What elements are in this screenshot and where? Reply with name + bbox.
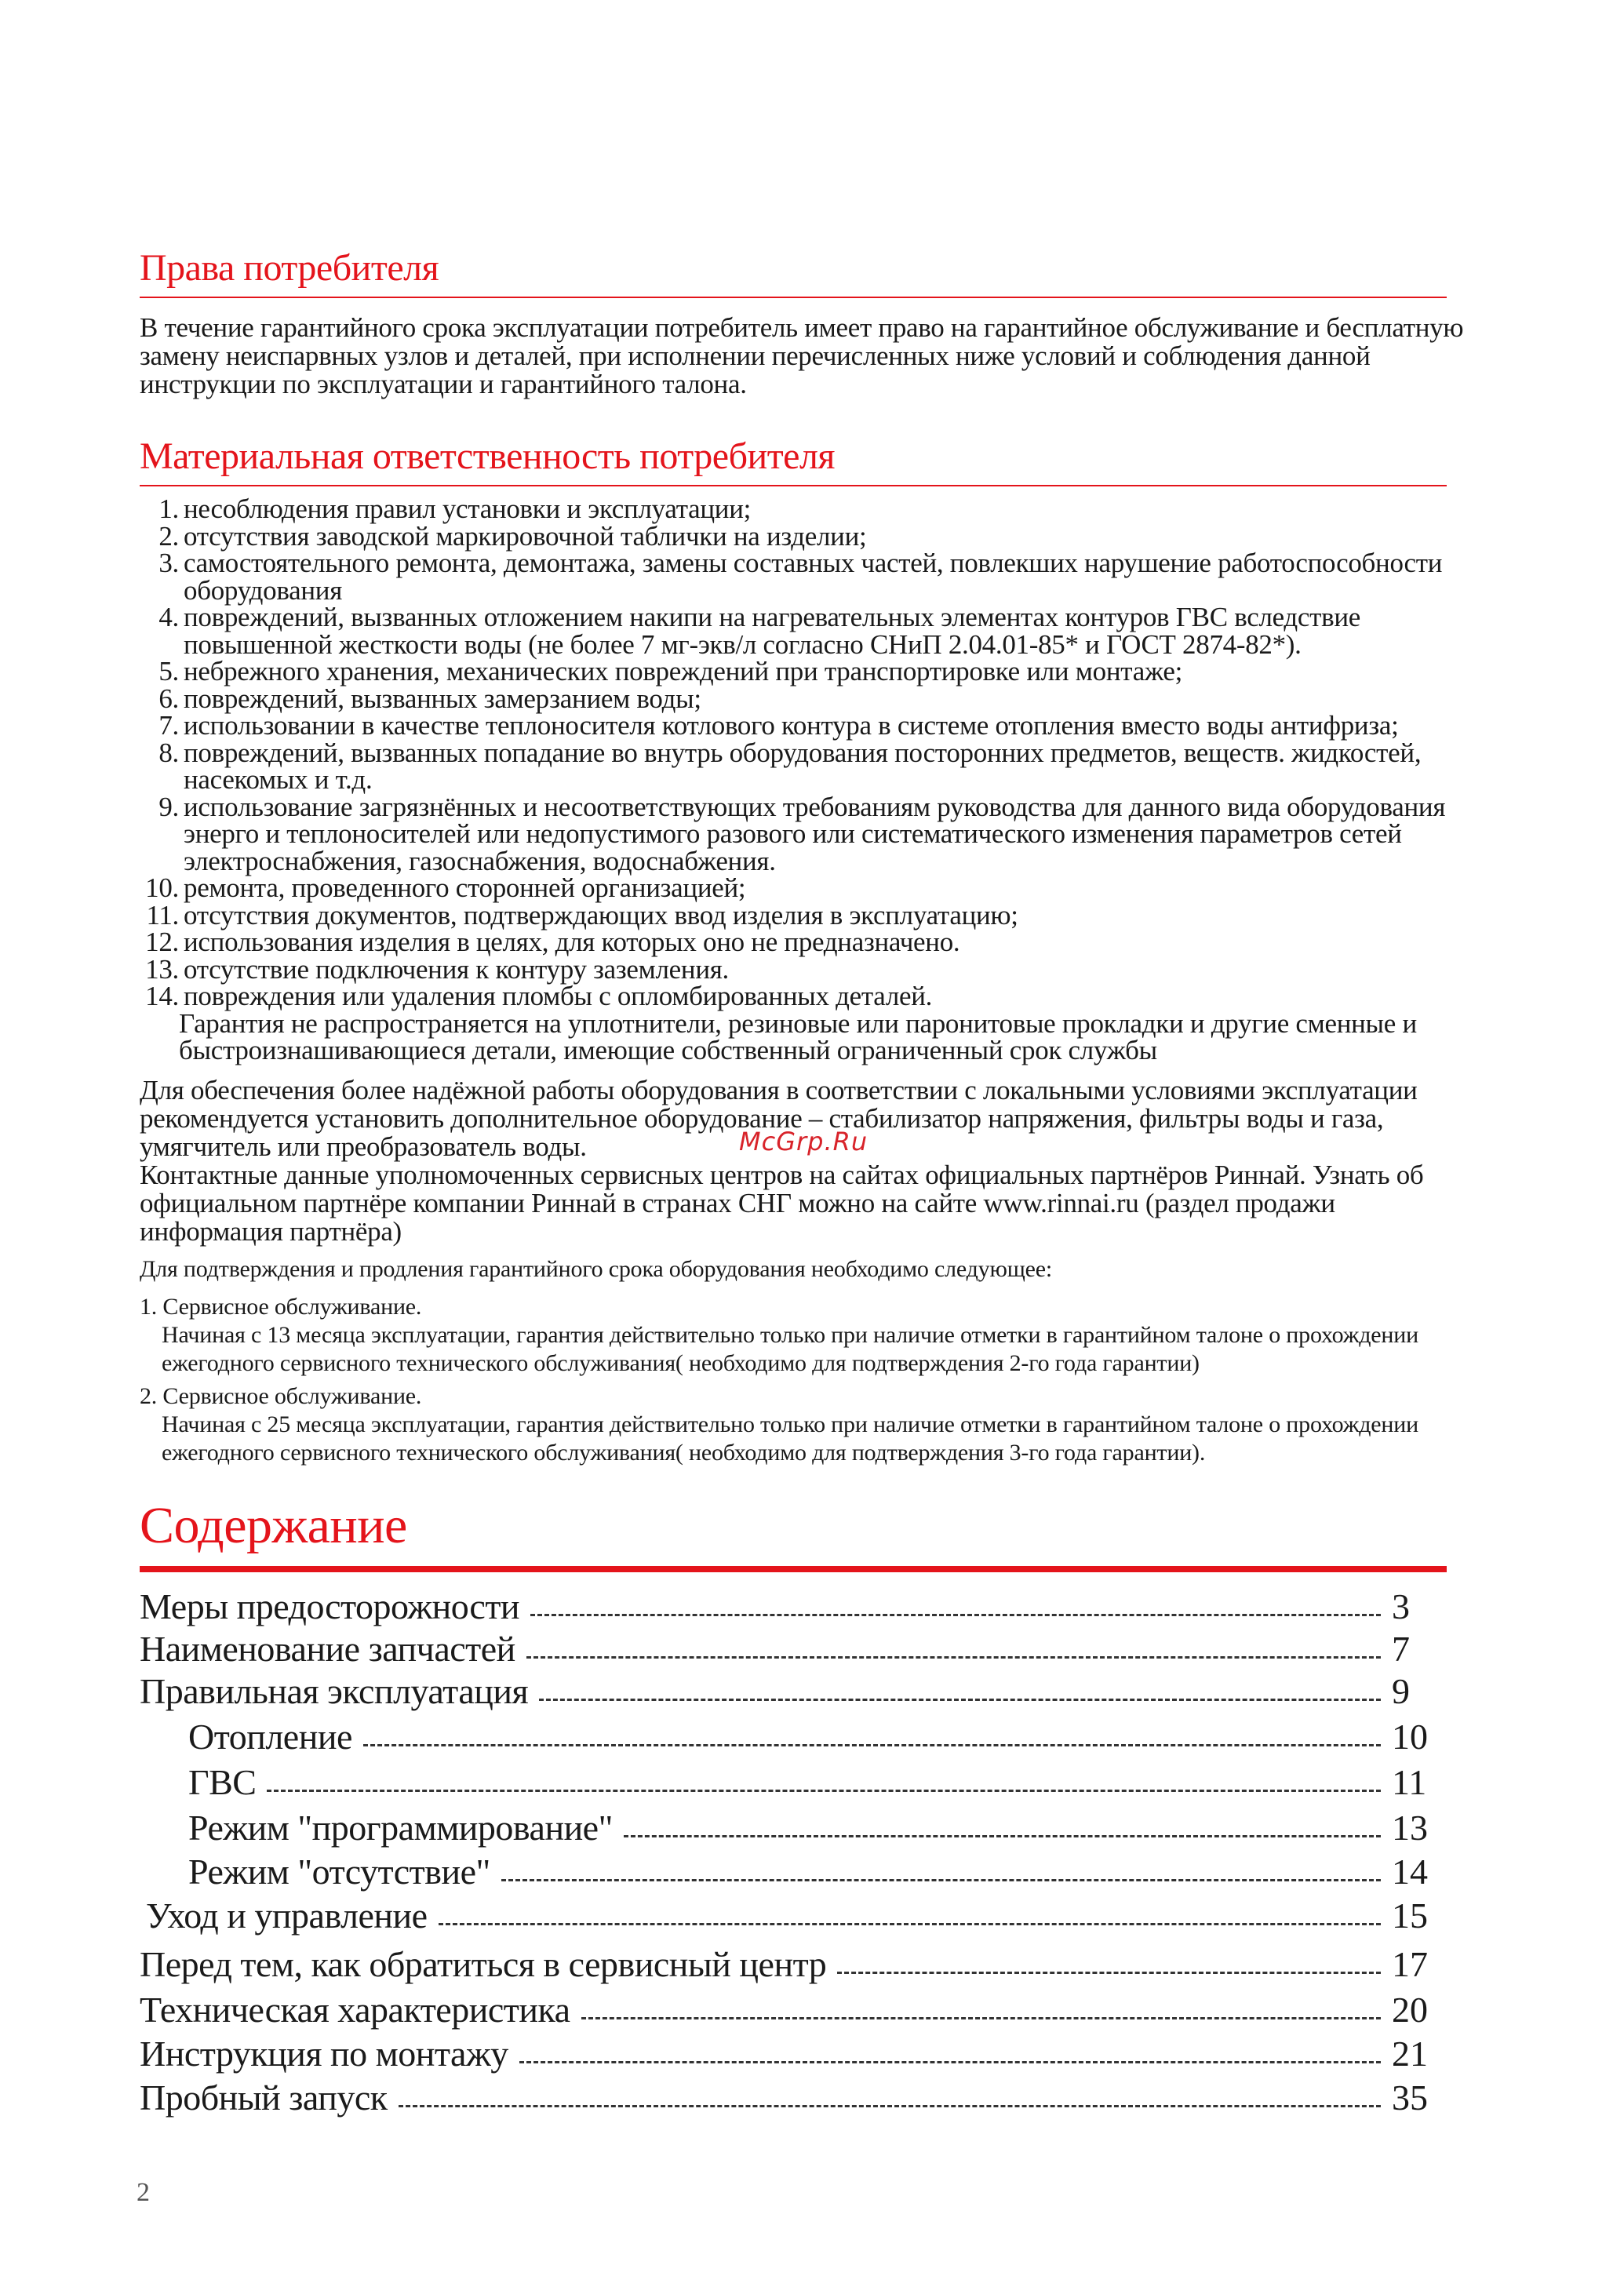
consumer-rights-heading: Права потребителя xyxy=(140,249,1447,298)
toc-entry-page: 35 xyxy=(1392,2078,1428,2118)
toc-leader-dots xyxy=(530,1614,1381,1616)
liability-list xyxy=(140,493,1473,1065)
toc-leader-dots xyxy=(519,2061,1381,2063)
toc-entry[interactable] xyxy=(140,1670,1458,1712)
toc-entry-page: 21 xyxy=(1392,2034,1428,2074)
toc-entry[interactable] xyxy=(140,2074,1458,2118)
list-item xyxy=(140,791,1473,876)
service-item xyxy=(140,1293,1473,1378)
toc-leader-dots xyxy=(267,1790,1381,1792)
toc-leader-dots xyxy=(624,1835,1381,1837)
toc-leader-dots xyxy=(526,1656,1381,1659)
list-item xyxy=(140,929,1473,956)
toc-entry-label: Меры предосторожности xyxy=(140,1586,520,1626)
list-item xyxy=(140,872,1473,903)
toc-leader-dots xyxy=(581,2017,1381,2019)
list-item xyxy=(140,983,1473,1011)
list-item-text: отсутствия документов, подтверждающих ввод изделия в эксплуатацию; xyxy=(184,899,1018,930)
toc-entry-label: Отопление xyxy=(188,1717,352,1757)
toc-entry-page: 7 xyxy=(1392,1629,1410,1669)
list-item-number: 8. xyxy=(158,737,179,768)
list-item-text: повреждений, вызванных попадание во внутрь оборудования посторонних предметов, веществ. жидкостей, насекомых и т.д. xyxy=(184,737,1422,795)
service-item-text: Начиная с 25 месяца эксплуатации, гарантия действительно только при наличие отметки в гарантийном талоне о прохождении ежегодного сервисного технического обслуживания( необходимо для подтверждения 3-го года гарантии). xyxy=(162,1411,1418,1466)
list-item-number: 10. xyxy=(145,872,179,903)
toc-leader-dots xyxy=(837,1972,1381,1974)
toc-entry-label: Уход и управление xyxy=(146,1896,428,1936)
list-item-text: самостоятельного ремонта, демонтажа, замены составных частей, повлекших нарушение работоспособности оборудования xyxy=(184,548,1443,606)
toc-entry-label: Пробный запуск xyxy=(140,2078,388,2118)
list-item-number: 13. xyxy=(145,953,179,985)
toc-entry[interactable] xyxy=(140,1892,1458,1936)
list-item-text: использование загрязнённых и несоответствующих требованиям руководства для данного вида оборудования энерго и теплоносителей или недопустимого разового или систематического изменения параметров сетей электроснабжения, газоснабжения, водоснабжения. xyxy=(184,791,1446,876)
list-item-text: ремонта, проведенного сторонней организацией; xyxy=(184,872,746,903)
list-item-text: повреждений, вызванных замерзанием воды; xyxy=(184,683,701,714)
list-item-number: 5. xyxy=(158,656,179,686)
toc-entry-label: ГВС xyxy=(188,1762,257,1802)
service-item xyxy=(140,1382,1473,1467)
toc-entry[interactable] xyxy=(140,2030,1458,2074)
list-item-number: 2. xyxy=(158,520,179,552)
toc-leader-dots xyxy=(501,1879,1381,1881)
toc-entry[interactable] xyxy=(140,1627,1458,1670)
list-item-number: 14. xyxy=(145,981,179,1011)
list-item-text: небрежного хранения, механических повреждений при транспортировке или монтаже; xyxy=(184,656,1183,686)
watermark-text: McGrp.Ru xyxy=(739,1127,868,1156)
consumer-rights-text: В течение гарантийного срока эксплуатации потребитель имеет право на гарантийное обслуживание и бесплатную замену неиспарвных узлов и деталей, при исполнении перечисленных ниже условий и соблюдения данной инструкции по эксплуатации и гарантийного талона. xyxy=(140,312,1464,399)
list-item xyxy=(140,550,1473,604)
page-number: 2 xyxy=(137,2178,150,2207)
list-item-text: повреждений, вызванных отложением накипи на нагревательных элементах контуров ГВС вследствие повышенной жесткости воды (не более 7 мг-экв/л согласно СНиП 2.04.01-85* и ГОСТ 2874-82*). xyxy=(184,602,1361,660)
list-item-number: 6. xyxy=(158,683,179,714)
list-item xyxy=(140,493,1473,524)
list-item-number: 11. xyxy=(146,899,179,930)
list-item xyxy=(140,658,1473,686)
toc-entry[interactable] xyxy=(140,1585,1458,1627)
liability-heading: Материальная ответственность потребителя xyxy=(140,438,1447,486)
list-item xyxy=(140,737,1473,795)
list-item-text: несоблюдения правил установки и эксплуатации; xyxy=(184,493,752,524)
toc-entry-label: Правильная эксплуатация xyxy=(140,1671,529,1711)
list-item xyxy=(140,604,1473,658)
toc-entry[interactable] xyxy=(140,1757,1458,1803)
toc-entry-page: 10 xyxy=(1392,1717,1428,1757)
warranty-confirm-intro: Для подтверждения и продления гарантийного срока оборудования необходимо следующее: xyxy=(140,1256,1052,1282)
toc-entry-label: Наименование запчастей xyxy=(140,1629,515,1669)
list-item-text: отсутствия заводской маркировочной таблички на изделии; xyxy=(184,520,867,552)
toc-entry-page: 14 xyxy=(1392,1852,1428,1892)
list-item-number: 7. xyxy=(158,710,179,741)
warranty-exclusion-note: Гарантия не распространяется на уплотнители, резиновые или паронитовые прокладки и другие сменные и быстроизнашивающиеся детали, имеющие собственный ограниченный срок службы xyxy=(179,1007,1417,1065)
list-item xyxy=(140,899,1473,930)
list-item-number: 9. xyxy=(158,791,179,822)
list-item-number: 1. xyxy=(158,493,179,524)
list-item-text: использования изделия в целях, для которых оно не предназначено. xyxy=(184,927,960,957)
list-item xyxy=(140,953,1473,985)
toc-entry-label: Техническая характеристика xyxy=(140,1990,570,2030)
service-item-text: Начиная с 13 месяца эксплуатации, гарантия действительно только при наличие отметки в гарантийном талоне о прохождении ежегодного сервисного технического обслуживания( необходимо для подтверждения 2-го года гарантии) xyxy=(162,1322,1418,1376)
contacts-text: Контактные данные уполномоченных сервисных центров на сайтах официальных партнёров Риннай. Узнать об официальном партнёре компании Риннай в странах СНГ можно на сайте www.rinnai.ru (раздел продажи информация партнёра) xyxy=(140,1160,1424,1247)
toc-entry[interactable] xyxy=(140,1848,1458,1892)
toc-entry-page: 9 xyxy=(1392,1671,1410,1711)
toc-entry-page: 11 xyxy=(1392,1762,1427,1802)
service-item-title: 2. Сервисное обслуживание. xyxy=(140,1383,422,1409)
toc-entry-page: 17 xyxy=(1392,1944,1428,1984)
toc-leader-dots xyxy=(399,2105,1381,2107)
toc-entry-label: Перед тем, как обратиться в сервисный центр xyxy=(140,1944,827,1984)
list-item-number: 3. xyxy=(158,548,179,578)
table-of-contents xyxy=(140,1585,1458,2118)
toc-entry[interactable] xyxy=(140,1985,1458,2030)
toc-leader-dots xyxy=(539,1699,1381,1701)
toc-entry-label: Инструкция по монтажу xyxy=(140,2034,508,2074)
list-item-number: 12. xyxy=(145,927,179,957)
toc-entry[interactable] xyxy=(140,1712,1458,1757)
toc-entry[interactable] xyxy=(140,1936,1458,1985)
list-item xyxy=(140,520,1473,552)
toc-entry-page: 13 xyxy=(1392,1808,1428,1848)
list-item-number: 4. xyxy=(158,602,179,632)
list-item xyxy=(140,683,1473,714)
toc-entry-page: 15 xyxy=(1392,1896,1428,1936)
list-item xyxy=(140,712,1473,740)
service-item-title: 1. Сервисное обслуживание. xyxy=(140,1294,422,1320)
recommendation-text: Для обеспечения более надёжной работы оборудования в соответствии с локальными условиями эксплуатации рекомендуется установить дополнительное оборудование – стабилизатор напряжения, фильтры воды и газа, умягчитель или преобразователь воды. xyxy=(140,1075,1418,1162)
toc-entry[interactable] xyxy=(140,1803,1458,1848)
toc-entry-page: 3 xyxy=(1392,1586,1410,1626)
list-item-text: повреждения или удаления пломбы с опломбированных деталей. xyxy=(184,981,933,1011)
list-item-text: использовании в качестве теплоносителя котлового контура в системе отопления вместо воды антифриза; xyxy=(184,710,1399,741)
toc-entry-label: Режим "отсутствие" xyxy=(188,1852,490,1892)
toc-entry-page: 20 xyxy=(1392,1990,1428,2030)
toc-entry-label: Режим "программирование" xyxy=(188,1808,613,1848)
toc-leader-dots xyxy=(439,1923,1381,1925)
list-item-text: отсутствие подключения к контуру заземления. xyxy=(184,953,730,985)
contents-heading: Содержание xyxy=(140,1500,1447,1572)
toc-leader-dots xyxy=(363,1744,1381,1746)
recommendation-block xyxy=(140,1076,1473,1246)
